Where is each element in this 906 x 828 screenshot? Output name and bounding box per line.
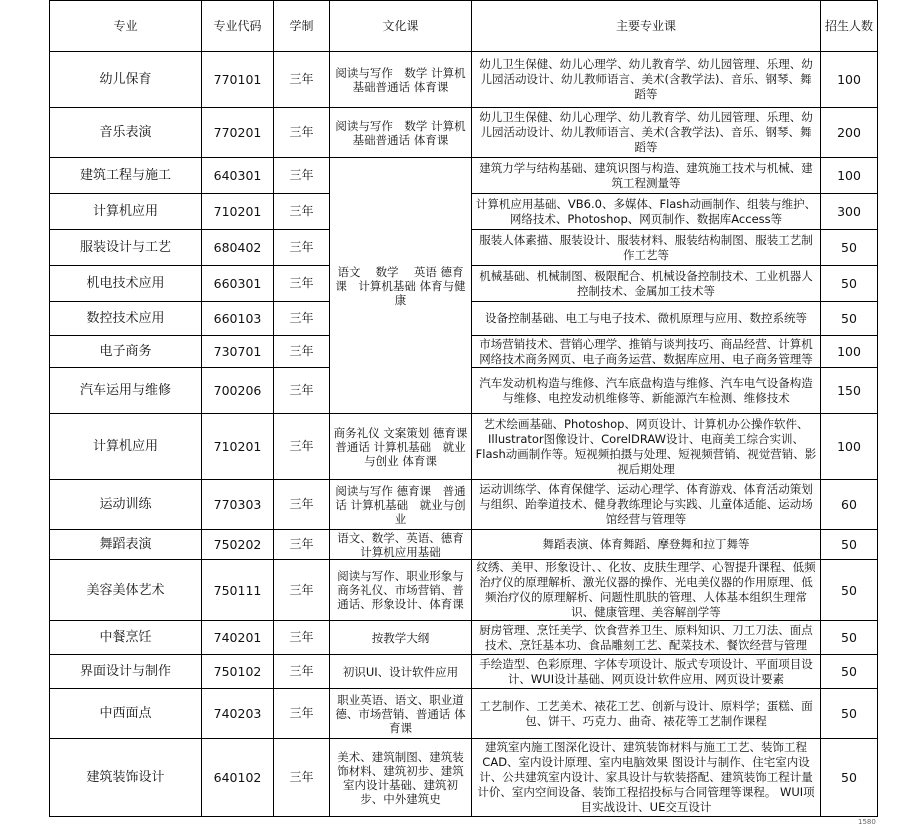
courses-cell: 运动训练学、体育保健学、运动心理学、体育游戏、体育活动策划与组织、跆拳道技术、健身教练理论与实践、儿童体适能、运动场馆经营与管理等 bbox=[472, 480, 821, 530]
courses-cell: 幼儿卫生保健、幼儿心理学、幼儿教育学、幼儿园管理、乐理、幼儿园活动设计、幼儿教师语言、美术(含教学法)、音乐、钢琴、舞蹈等 bbox=[472, 52, 821, 108]
courses-cell: 汽车发动机构造与维修、汽车底盘构造与维修、汽车电气设备构造与维修、电控发动机维修等、新能源汽车检测、维修技术 bbox=[472, 368, 821, 414]
table-row bbox=[50, 530, 878, 560]
major-cell: 美容美体艺术 bbox=[50, 560, 202, 621]
table-row bbox=[50, 560, 878, 621]
duration-cell: 三年 bbox=[274, 266, 330, 302]
duration-cell: 三年 bbox=[274, 530, 330, 560]
code-cell: 740201 bbox=[202, 621, 274, 655]
major-cell: 计算机应用 bbox=[50, 414, 202, 480]
header-major: 专业 bbox=[50, 1, 202, 52]
major-cell: 数控技术应用 bbox=[50, 302, 202, 336]
duration-cell: 三年 bbox=[274, 302, 330, 336]
culture-cell: 按教学大纲 bbox=[330, 621, 472, 655]
major-cell: 服装设计与工艺 bbox=[50, 230, 202, 266]
header-duration: 学制 bbox=[274, 1, 330, 52]
duration-cell: 三年 bbox=[274, 368, 330, 414]
courses-cell: 建筑室内施工图深化设计、建筑装饰材料与施工工艺、装饰工程CAD、室内设计原理、室内电脑效果 图设计与制作、住宅室内设计、公共建筑室内设计、家具设计与软装搭配、建筑装饰工程计量计价、室内空间设备、装饰工程招投标与合同管理等课程。 WUI项目实战设计、UE交互设计 bbox=[472, 739, 821, 817]
culture-cell: 阅读与写作 德育课 普通话 计算机基础 就业与创业 bbox=[330, 480, 472, 530]
duration-cell: 三年 bbox=[274, 108, 330, 158]
major-cell: 汽车运用与维修 bbox=[50, 368, 202, 414]
culture-cell: 阅读与写作 数学 计算机基础普通话 体育课 bbox=[330, 52, 472, 108]
code-cell: 640102 bbox=[202, 739, 274, 817]
duration-cell: 三年 bbox=[274, 230, 330, 266]
courses-cell: 工艺制作、工艺美术、裱花工艺、创新与设计、原料学；蛋糕、面包、饼干、巧克力、曲奇、裱花等工艺制作课程 bbox=[472, 689, 821, 739]
header-enrollment: 招生人数 bbox=[821, 1, 878, 52]
major-cell: 计算机应用 bbox=[50, 194, 202, 230]
duration-cell: 三年 bbox=[274, 158, 330, 194]
courses-cell: 幼儿卫生保健、幼儿心理学、幼儿教育学、幼儿园管理、乐理、幼儿园活动设计、幼儿教师语言、美术(含教学法)、音乐、钢琴、舞蹈等 bbox=[472, 108, 821, 158]
duration-cell: 三年 bbox=[274, 336, 330, 368]
enrollment-cell: 50 bbox=[821, 689, 878, 739]
table-row bbox=[50, 52, 878, 108]
duration-cell: 三年 bbox=[274, 739, 330, 817]
enrollment-cell: 100 bbox=[821, 336, 878, 368]
major-cell: 电子商务 bbox=[50, 336, 202, 368]
enrollment-cell: 100 bbox=[821, 158, 878, 194]
code-cell: 730701 bbox=[202, 336, 274, 368]
duration-cell: 三年 bbox=[274, 655, 330, 689]
courses-cell: 机械基础、机械制图、极限配合、机械设备控制技术、工业机器人控制技术、金属加工技术等 bbox=[472, 266, 821, 302]
duration-cell: 三年 bbox=[274, 414, 330, 480]
enrollment-cell: 300 bbox=[821, 194, 878, 230]
table-row bbox=[50, 655, 878, 689]
table-row bbox=[50, 689, 878, 739]
enrollment-table bbox=[49, 0, 878, 817]
enrollment-cell: 200 bbox=[821, 108, 878, 158]
culture-cell: 阅读与写作 数学 计算机基础普通话 体育课 bbox=[330, 108, 472, 158]
duration-cell: 三年 bbox=[274, 480, 330, 530]
culture-cell: 阅读与写作、职业形象与商务礼仪、市场营销、普通话、形象设计、体育课 bbox=[330, 560, 472, 621]
duration-cell: 三年 bbox=[274, 689, 330, 739]
courses-cell: 手绘造型、色彩原理、字体专项设计、版式专项设计、平面项目设计、WUI设计基础、网页设计软件应用、网页设计要素 bbox=[472, 655, 821, 689]
enrollment-cell: 50 bbox=[821, 530, 878, 560]
code-cell: 740203 bbox=[202, 689, 274, 739]
code-cell: 700206 bbox=[202, 368, 274, 414]
header-code: 专业代码 bbox=[202, 1, 274, 52]
culture-cell: 美术、建筑制图、建筑装饰材料、建筑初步、建筑室内设计基础、建筑初步、中外建筑史 bbox=[330, 739, 472, 817]
enrollment-cell: 50 bbox=[821, 655, 878, 689]
shared-culture-cell: 语文 数学 英语 德育课 计算机基础 体育与健康 bbox=[330, 158, 472, 414]
courses-cell: 市场营销技术、营销心理学、推销与谈判技巧、商品经营、计算机网络技术商务网页、电子商务运营、数据库应用、电子商务管理等 bbox=[472, 336, 821, 368]
enrollment-cell: 50 bbox=[821, 302, 878, 336]
enrollment-cell: 100 bbox=[821, 52, 878, 108]
table-row bbox=[50, 158, 878, 194]
courses-cell: 艺术绘画基础、Photoshop、网页设计、计算机办公操作软件、Illustrator图像设计、CorelDRAW设计、电商美工综合实训、Flash动画制作等。短视频拍摄与处理、短视频营销、视觉营销、影视后期处理 bbox=[472, 414, 821, 480]
culture-cell: 语文、数学、英语、德育计算机应用基础 bbox=[330, 530, 472, 560]
major-cell: 中西面点 bbox=[50, 689, 202, 739]
table-row bbox=[50, 480, 878, 530]
major-cell: 界面设计与制作 bbox=[50, 655, 202, 689]
code-cell: 660301 bbox=[202, 266, 274, 302]
code-cell: 750111 bbox=[202, 560, 274, 621]
major-cell: 建筑装饰设计 bbox=[50, 739, 202, 817]
enrollment-cell: 50 bbox=[821, 739, 878, 817]
major-cell: 机电技术应用 bbox=[50, 266, 202, 302]
code-cell: 750202 bbox=[202, 530, 274, 560]
page-number: 1580 bbox=[858, 818, 876, 826]
culture-cell: 商务礼仪 文案策划 德育课 普通话 计算机基础 就业与创业 体育课 bbox=[330, 414, 472, 480]
table-row bbox=[50, 108, 878, 158]
major-cell: 运动训练 bbox=[50, 480, 202, 530]
enrollment-cell: 50 bbox=[821, 560, 878, 621]
courses-cell: 舞蹈表演、体育舞蹈、摩登舞和拉丁舞等 bbox=[472, 530, 821, 560]
code-cell: 770303 bbox=[202, 480, 274, 530]
culture-cell: 初识UI、设计软件应用 bbox=[330, 655, 472, 689]
courses-cell: 厨房管理、烹饪美学、饮食营养卫生、原料知识、刀工刀法、面点技术、烹饪基本功、食品雕刻工艺、配菜技术、餐饮经营与管理 bbox=[472, 621, 821, 655]
header-row bbox=[50, 1, 878, 52]
courses-cell: 设备控制基础、电工与电子技术、微机原理与应用、数控系统等 bbox=[472, 302, 821, 336]
header-courses: 主要专业课 bbox=[472, 1, 821, 52]
courses-cell: 计算机应用基础、VB6.0、多媒体、Flash动画制作、组装与维护、网络技术、Photoshop、网页制作、数据库Access等 bbox=[472, 194, 821, 230]
duration-cell: 三年 bbox=[274, 194, 330, 230]
major-cell: 音乐表演 bbox=[50, 108, 202, 158]
code-cell: 750102 bbox=[202, 655, 274, 689]
courses-cell: 纹绣、美甲、形象设计、、化妆、皮肤生理学、心智提升课程、低频治疗仪的原理解析、激光仪器的操作、光电美仪器的作用原理、低频治疗仪的原理解析、问题性肌肤的管理、人体基本组织生理常识、健康管理、美容解剖学等 bbox=[472, 560, 821, 621]
major-cell: 舞蹈表演 bbox=[50, 530, 202, 560]
major-cell: 幼儿保育 bbox=[50, 52, 202, 108]
culture-cell: 职业英语、语文、职业道德、市场营销、普通话 体育课 bbox=[330, 689, 472, 739]
enrollment-cell: 60 bbox=[821, 480, 878, 530]
code-cell: 770101 bbox=[202, 52, 274, 108]
code-cell: 710201 bbox=[202, 194, 274, 230]
courses-cell: 服装人体素描、服装设计、服装材料、服装结构制图、服装工艺制作工艺等 bbox=[472, 230, 821, 266]
enrollment-cell: 50 bbox=[821, 621, 878, 655]
code-cell: 680402 bbox=[202, 230, 274, 266]
major-cell: 建筑工程与施工 bbox=[50, 158, 202, 194]
enrollment-cell: 50 bbox=[821, 266, 878, 302]
duration-cell: 三年 bbox=[274, 621, 330, 655]
code-cell: 640301 bbox=[202, 158, 274, 194]
courses-cell: 建筑力学与结构基础、建筑识图与构造、建筑施工技术与机械、建筑工程测量等 bbox=[472, 158, 821, 194]
header-culture: 文化课 bbox=[330, 1, 472, 52]
table-row bbox=[50, 414, 878, 480]
code-cell: 660103 bbox=[202, 302, 274, 336]
table-row bbox=[50, 739, 878, 817]
duration-cell: 三年 bbox=[274, 52, 330, 108]
duration-cell: 三年 bbox=[274, 560, 330, 621]
code-cell: 710201 bbox=[202, 414, 274, 480]
table-row bbox=[50, 621, 878, 655]
enrollment-cell: 150 bbox=[821, 368, 878, 414]
major-cell: 中餐烹饪 bbox=[50, 621, 202, 655]
enrollment-cell: 50 bbox=[821, 230, 878, 266]
enrollment-cell: 100 bbox=[821, 414, 878, 480]
code-cell: 770201 bbox=[202, 108, 274, 158]
